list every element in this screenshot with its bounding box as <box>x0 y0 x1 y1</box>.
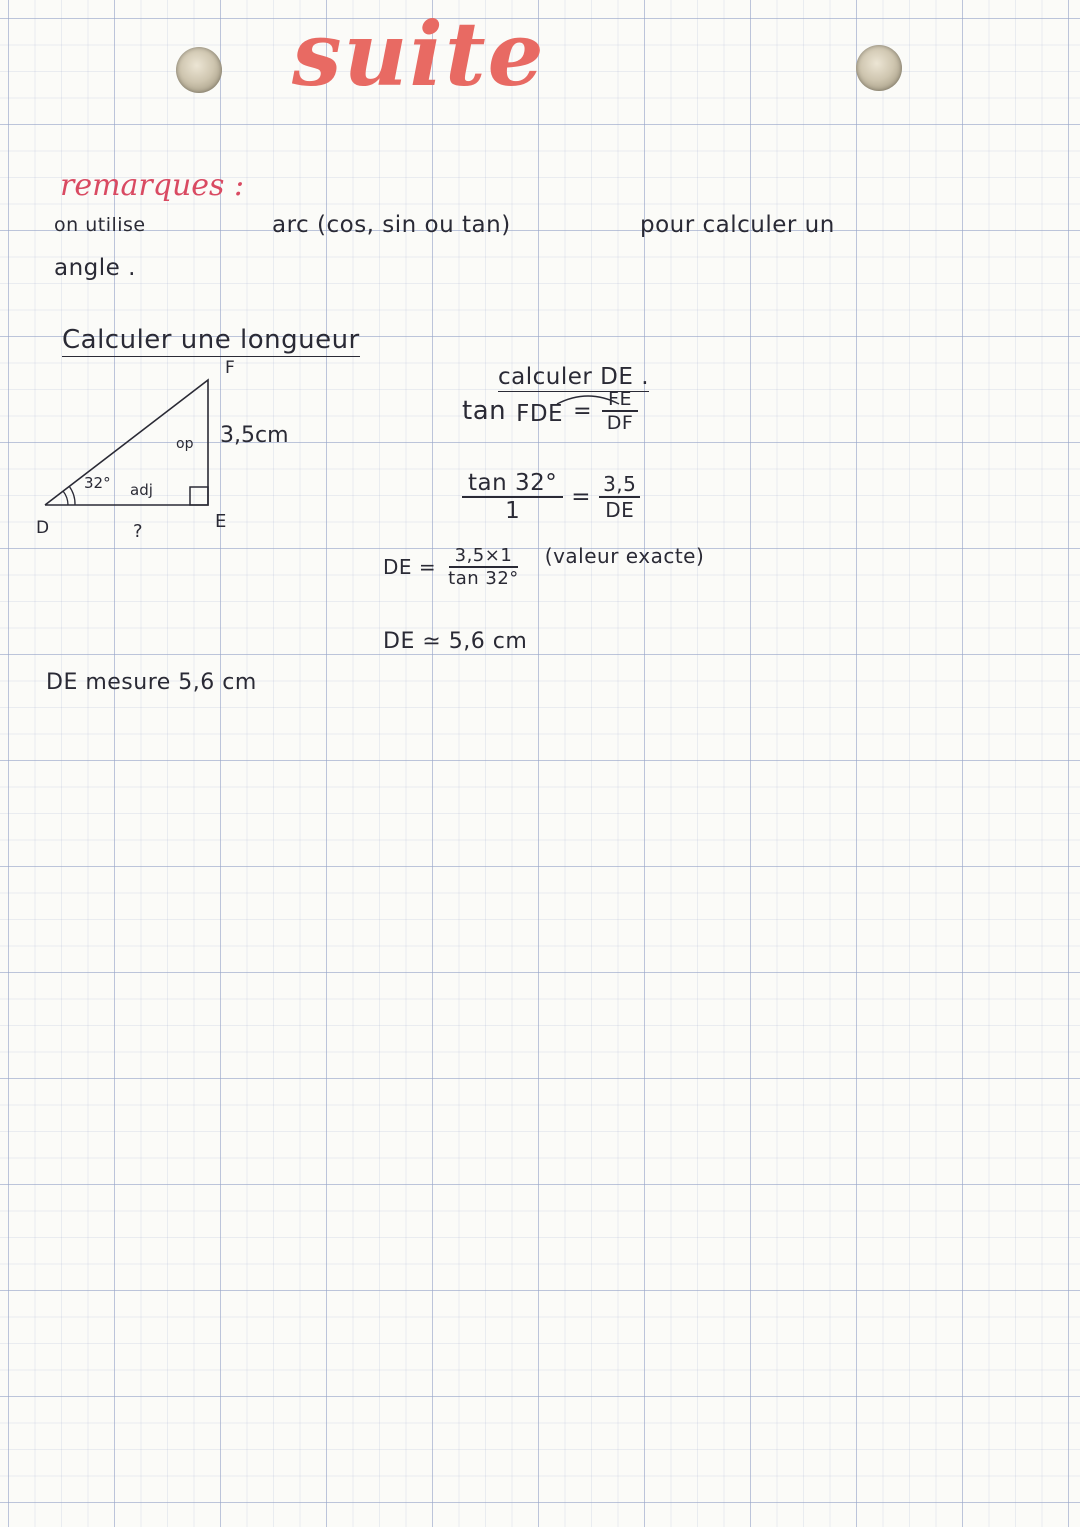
step2-equals: = <box>571 484 592 510</box>
step3-denominator: tan 32° <box>448 568 519 589</box>
calc-step-2 <box>462 470 640 524</box>
right-triangle-diagram <box>30 355 360 540</box>
vertex-f-label: F <box>225 358 235 378</box>
step2-right-denominator: DE <box>605 498 635 522</box>
right-angle-mark <box>190 487 208 505</box>
step1-denominator: DF <box>606 412 634 434</box>
side-fe-label: 3,5cm <box>220 423 289 448</box>
step3-numerator: 3,5×1 <box>449 545 519 568</box>
page-title: suite <box>292 2 546 106</box>
step2-denominator: 1 <box>505 498 521 524</box>
binder-hole-left <box>176 47 222 93</box>
calc-step-4: DE ≃ 5,6 cm <box>383 629 528 654</box>
step3-lhs: DE = <box>383 555 437 579</box>
opposite-label: op <box>176 436 194 452</box>
adjacent-label: adj <box>130 481 153 499</box>
remark-line-1b: arc (cos, sin ou tan) <box>272 212 511 238</box>
calc-goal-text: calculer DE . <box>498 364 650 390</box>
calc-step-3 <box>383 545 704 589</box>
vertex-d-label: D <box>36 518 50 538</box>
step2-right-fraction <box>599 472 640 522</box>
remarks-heading: remarques : <box>60 168 245 203</box>
vertex-e-label: E <box>215 511 227 532</box>
binder-hole-right <box>856 45 902 91</box>
angle-hat <box>553 392 623 406</box>
step2-left-fraction <box>462 470 563 524</box>
step1-numerator: FE <box>602 388 638 412</box>
calc-goal <box>498 364 649 390</box>
step3-note: (valeur exacte) <box>544 544 705 568</box>
remark-line-1c: pour calculer un <box>640 212 835 238</box>
step1-tan: tan <box>462 396 507 426</box>
step2-numerator: tan 32° <box>462 470 563 498</box>
conclusion: DE mesure 5,6 cm <box>46 670 257 695</box>
step3-fraction <box>448 545 519 589</box>
remark-line-1a: on utilise <box>54 214 146 236</box>
angle-arc-2 <box>69 486 75 505</box>
angle-arc-1 <box>63 491 68 505</box>
angle-label: 32° <box>84 474 111 492</box>
step2-right-numerator: 3,5 <box>599 472 640 498</box>
remark-line-2: angle . <box>54 255 136 281</box>
step1-angle: FDE <box>516 401 564 427</box>
section-title: Calculer une longueur <box>62 325 360 355</box>
unknown-de-label: ? <box>133 521 143 540</box>
step1-equals: = <box>573 398 593 424</box>
